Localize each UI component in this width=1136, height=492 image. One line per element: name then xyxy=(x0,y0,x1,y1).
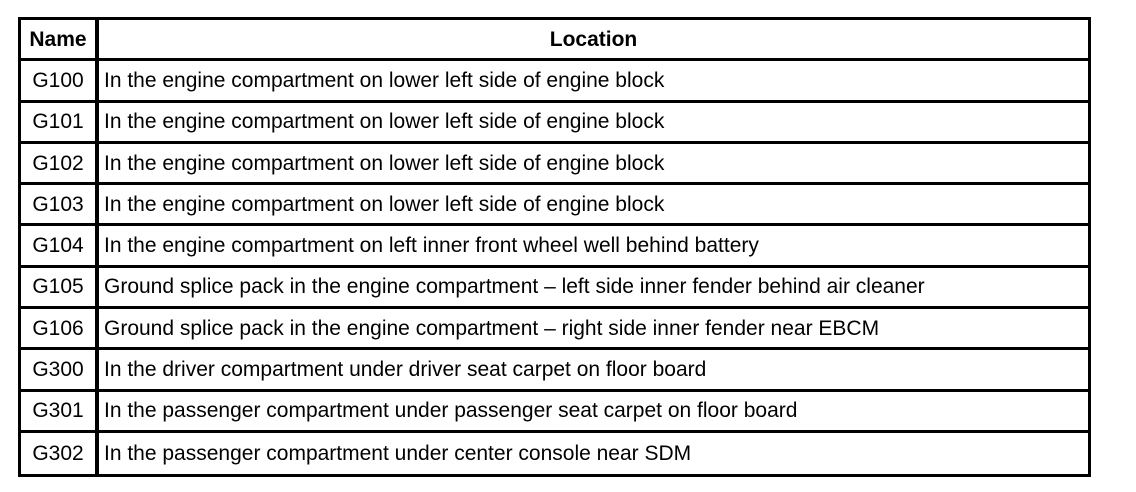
ground-name-cell: G104 xyxy=(21,226,99,267)
ground-name-cell: G106 xyxy=(21,309,99,350)
ground-location-cell: In the driver compartment under driver seat carpet on floor board xyxy=(99,350,1088,391)
ground-location-cell: In the passenger compartment under passenger seat carpet on floor board xyxy=(99,392,1088,433)
ground-name-cell: G302 xyxy=(21,433,99,474)
table-row xyxy=(21,309,1088,350)
table-row xyxy=(21,226,1088,267)
ground-location-cell: In the engine compartment on lower left side of engine block xyxy=(99,103,1088,144)
table-row xyxy=(21,185,1088,226)
table-row xyxy=(21,350,1088,391)
ground-name-cell: G103 xyxy=(21,185,99,226)
table-row xyxy=(21,61,1088,102)
ground-name-cell: G102 xyxy=(21,144,99,185)
ground-location-cell: In the engine compartment on left inner front wheel well behind battery xyxy=(99,226,1088,267)
ground-location-cell: In the engine compartment on lower left side of engine block xyxy=(99,61,1088,102)
table-row xyxy=(21,144,1088,185)
ground-location-cell: In the engine compartment on lower left side of engine block xyxy=(99,144,1088,185)
table xyxy=(21,20,1088,474)
ground-location-cell: In the passenger compartment under center console near SDM xyxy=(104,442,692,466)
table-row xyxy=(21,433,1088,474)
ground-name-cell: G301 xyxy=(21,392,99,433)
ground-location-cell: Ground splice pack in the engine compartment – right side inner fender near EBCM xyxy=(99,309,1088,350)
table-row xyxy=(21,392,1088,433)
ground-locations-table xyxy=(18,17,1091,477)
column-header-location: Location xyxy=(99,20,1088,61)
ground-location-cell: Ground splice pack in the engine compartment – left side inner fender behind air cleaner xyxy=(99,268,1088,309)
header-row xyxy=(21,20,1088,61)
table-row xyxy=(21,268,1088,309)
column-header-name: Name xyxy=(21,20,99,61)
ground-name-cell: G100 xyxy=(21,61,99,102)
ground-name-cell: G101 xyxy=(21,103,99,144)
ground-name-cell: G105 xyxy=(21,268,99,309)
table-row xyxy=(21,103,1088,144)
ground-name-cell: G300 xyxy=(21,350,99,391)
ground-location-cell: In the engine compartment on lower left side of engine block xyxy=(99,185,1088,226)
